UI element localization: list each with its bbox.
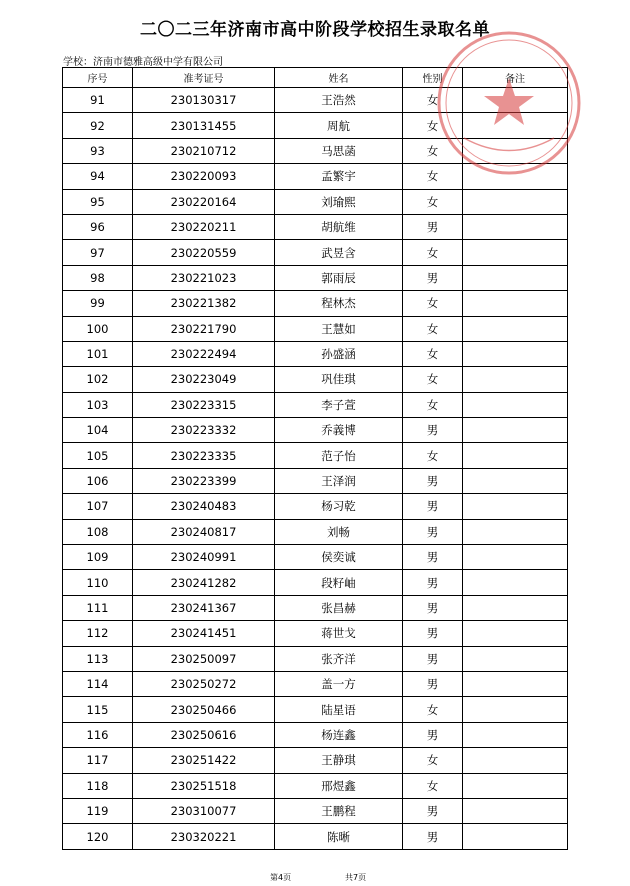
table-row — [63, 341, 568, 366]
cell-name: 王浩然 — [275, 88, 403, 113]
cell-gender: 女 — [403, 443, 463, 468]
cell-remarks — [463, 367, 568, 392]
cell-index: 93 — [63, 138, 133, 163]
cell-name: 侯奕诚 — [275, 545, 403, 570]
cell-remarks — [463, 621, 568, 646]
cell-name: 胡航维 — [275, 214, 403, 239]
table-row — [63, 570, 568, 595]
cell-name: 段籽岫 — [275, 570, 403, 595]
table-row — [63, 621, 568, 646]
cell-exam-number: 230130317 — [133, 88, 275, 113]
cell-index: 94 — [63, 164, 133, 189]
page-number: 第4页 — [270, 873, 292, 882]
cell-index: 96 — [63, 214, 133, 239]
cell-exam-number: 230210712 — [133, 138, 275, 163]
total-pages: 共7页 — [345, 873, 367, 882]
table-row — [63, 468, 568, 493]
cell-exam-number: 230310077 — [133, 798, 275, 823]
cell-gender: 女 — [403, 392, 463, 417]
cell-remarks — [463, 646, 568, 671]
cell-index: 91 — [63, 88, 133, 113]
cell-remarks — [463, 494, 568, 519]
cell-name: 王静琪 — [275, 748, 403, 773]
cell-gender: 男 — [403, 418, 463, 443]
cell-exam-number: 230320221 — [133, 824, 275, 849]
table-row — [63, 189, 568, 214]
cell-gender: 女 — [403, 164, 463, 189]
cell-index: 104 — [63, 418, 133, 443]
cell-index: 113 — [63, 646, 133, 671]
cell-remarks — [463, 824, 568, 849]
cell-gender: 女 — [403, 88, 463, 113]
cell-exam-number: 230221382 — [133, 291, 275, 316]
cell-remarks — [463, 418, 568, 443]
cell-exam-number: 230223315 — [133, 392, 275, 417]
cell-name: 孙盛涵 — [275, 341, 403, 366]
cell-gender: 女 — [403, 113, 463, 138]
cell-name: 刘瑜熙 — [275, 189, 403, 214]
cell-index: 109 — [63, 545, 133, 570]
cell-remarks — [463, 443, 568, 468]
table-row — [63, 316, 568, 341]
cell-gender: 男 — [403, 621, 463, 646]
cell-name: 杨习乾 — [275, 494, 403, 519]
table-row — [63, 367, 568, 392]
cell-exam-number: 230220559 — [133, 240, 275, 265]
cell-exam-number: 230223332 — [133, 418, 275, 443]
cell-index: 110 — [63, 570, 133, 595]
cell-index: 106 — [63, 468, 133, 493]
school-name: 学校：济南市德雅高级中学有限公司 — [63, 57, 223, 68]
cell-name: 范子怡 — [275, 443, 403, 468]
table-row — [63, 773, 568, 798]
table-row — [63, 418, 568, 443]
table-row — [63, 722, 568, 747]
cell-remarks — [463, 570, 568, 595]
table-row — [63, 646, 568, 671]
header-remarks: 备注 — [463, 68, 568, 88]
cell-gender: 男 — [403, 824, 463, 849]
cell-gender: 男 — [403, 671, 463, 696]
cell-index: 101 — [63, 341, 133, 366]
table-row — [63, 748, 568, 773]
cell-gender: 女 — [403, 189, 463, 214]
official-seal-stamp — [434, 28, 584, 178]
cell-name: 王鹏程 — [275, 798, 403, 823]
cell-remarks — [463, 265, 568, 290]
cell-exam-number: 230250616 — [133, 722, 275, 747]
cell-index: 116 — [63, 722, 133, 747]
cell-exam-number: 230220164 — [133, 189, 275, 214]
cell-remarks — [463, 392, 568, 417]
cell-index: 92 — [63, 113, 133, 138]
cell-remarks — [463, 519, 568, 544]
cell-name: 杨连鑫 — [275, 722, 403, 747]
cell-index: 120 — [63, 824, 133, 849]
cell-gender: 男 — [403, 646, 463, 671]
cell-index: 95 — [63, 189, 133, 214]
cell-name: 张齐洋 — [275, 646, 403, 671]
table-row — [63, 265, 568, 290]
cell-name: 陈晰 — [275, 824, 403, 849]
cell-index: 112 — [63, 621, 133, 646]
cell-gender: 女 — [403, 367, 463, 392]
cell-remarks — [463, 773, 568, 798]
cell-gender: 男 — [403, 722, 463, 747]
cell-index: 107 — [63, 494, 133, 519]
cell-gender: 男 — [403, 570, 463, 595]
table-row — [63, 798, 568, 823]
cell-index: 98 — [63, 265, 133, 290]
cell-exam-number: 230250097 — [133, 646, 275, 671]
cell-gender: 男 — [403, 545, 463, 570]
cell-gender: 女 — [403, 341, 463, 366]
cell-index: 103 — [63, 392, 133, 417]
cell-gender: 女 — [403, 697, 463, 722]
cell-exam-number: 230223399 — [133, 468, 275, 493]
cell-name: 武昱含 — [275, 240, 403, 265]
table-row — [63, 595, 568, 620]
cell-gender: 女 — [403, 773, 463, 798]
header-gender: 性别 — [403, 68, 463, 88]
cell-index: 111 — [63, 595, 133, 620]
table-row — [63, 671, 568, 696]
cell-name: 李子萱 — [275, 392, 403, 417]
cell-index: 99 — [63, 291, 133, 316]
table-row — [63, 291, 568, 316]
cell-index: 100 — [63, 316, 133, 341]
cell-exam-number: 230131455 — [133, 113, 275, 138]
cell-name: 周航 — [275, 113, 403, 138]
cell-remarks — [463, 341, 568, 366]
cell-name: 王慧如 — [275, 316, 403, 341]
cell-exam-number: 230223335 — [133, 443, 275, 468]
cell-name: 郭雨辰 — [275, 265, 403, 290]
cell-index: 119 — [63, 798, 133, 823]
cell-exam-number: 230221023 — [133, 265, 275, 290]
cell-gender: 男 — [403, 595, 463, 620]
table-row — [63, 494, 568, 519]
cell-index: 115 — [63, 697, 133, 722]
cell-index: 108 — [63, 519, 133, 544]
cell-name: 陆星语 — [275, 697, 403, 722]
cell-name: 邢煜鑫 — [275, 773, 403, 798]
cell-remarks — [463, 316, 568, 341]
cell-exam-number: 230221790 — [133, 316, 275, 341]
document-title: 二〇二三年济南市高中阶段学校招生录取名单 — [140, 20, 490, 40]
cell-remarks — [463, 291, 568, 316]
cell-exam-number: 230251518 — [133, 773, 275, 798]
cell-name: 程林杰 — [275, 291, 403, 316]
cell-exam-number: 230222494 — [133, 341, 275, 366]
cell-remarks — [463, 214, 568, 239]
cell-index: 117 — [63, 748, 133, 773]
cell-name: 乔義博 — [275, 418, 403, 443]
cell-gender: 男 — [403, 798, 463, 823]
cell-gender: 男 — [403, 519, 463, 544]
cell-gender: 男 — [403, 265, 463, 290]
cell-gender: 男 — [403, 468, 463, 493]
cell-index: 105 — [63, 443, 133, 468]
table-row — [63, 824, 568, 849]
cell-name: 巩佳琪 — [275, 367, 403, 392]
cell-remarks — [463, 722, 568, 747]
cell-gender: 女 — [403, 748, 463, 773]
cell-index: 97 — [63, 240, 133, 265]
cell-exam-number: 230240991 — [133, 545, 275, 570]
table-row — [63, 392, 568, 417]
header-exam-number: 准考证号 — [133, 68, 275, 88]
cell-exam-number: 230241367 — [133, 595, 275, 620]
cell-gender: 男 — [403, 494, 463, 519]
cell-exam-number: 230240817 — [133, 519, 275, 544]
cell-exam-number: 230240483 — [133, 494, 275, 519]
cell-remarks — [463, 595, 568, 620]
cell-index: 118 — [63, 773, 133, 798]
table-row — [63, 697, 568, 722]
cell-remarks — [463, 240, 568, 265]
cell-exam-number: 230250272 — [133, 671, 275, 696]
table-row — [63, 214, 568, 239]
cell-exam-number: 230220093 — [133, 164, 275, 189]
cell-remarks — [463, 545, 568, 570]
cell-gender: 男 — [403, 214, 463, 239]
cell-name: 盖一方 — [275, 671, 403, 696]
cell-name: 刘畅 — [275, 519, 403, 544]
cell-remarks — [463, 798, 568, 823]
cell-index: 102 — [63, 367, 133, 392]
header-name: 姓名 — [275, 68, 403, 88]
cell-remarks — [463, 671, 568, 696]
cell-name: 孟繁宇 — [275, 164, 403, 189]
table-row — [63, 240, 568, 265]
cell-name: 马思菡 — [275, 138, 403, 163]
header-index: 序号 — [63, 68, 133, 88]
admission-table — [62, 67, 568, 850]
cell-gender: 女 — [403, 316, 463, 341]
cell-exam-number: 230250466 — [133, 697, 275, 722]
cell-exam-number: 230220211 — [133, 214, 275, 239]
table-row — [63, 443, 568, 468]
cell-gender: 女 — [403, 240, 463, 265]
cell-exam-number: 230251422 — [133, 748, 275, 773]
table-row — [63, 519, 568, 544]
cell-remarks — [463, 748, 568, 773]
cell-remarks — [463, 697, 568, 722]
cell-gender: 女 — [403, 138, 463, 163]
cell-remarks — [463, 468, 568, 493]
cell-gender: 女 — [403, 291, 463, 316]
cell-remarks — [463, 189, 568, 214]
cell-name: 蒋世戈 — [275, 621, 403, 646]
cell-name: 张昌赫 — [275, 595, 403, 620]
cell-exam-number: 230241282 — [133, 570, 275, 595]
cell-name: 王泽润 — [275, 468, 403, 493]
table-row — [63, 545, 568, 570]
cell-exam-number: 230241451 — [133, 621, 275, 646]
cell-exam-number: 230223049 — [133, 367, 275, 392]
cell-index: 114 — [63, 671, 133, 696]
